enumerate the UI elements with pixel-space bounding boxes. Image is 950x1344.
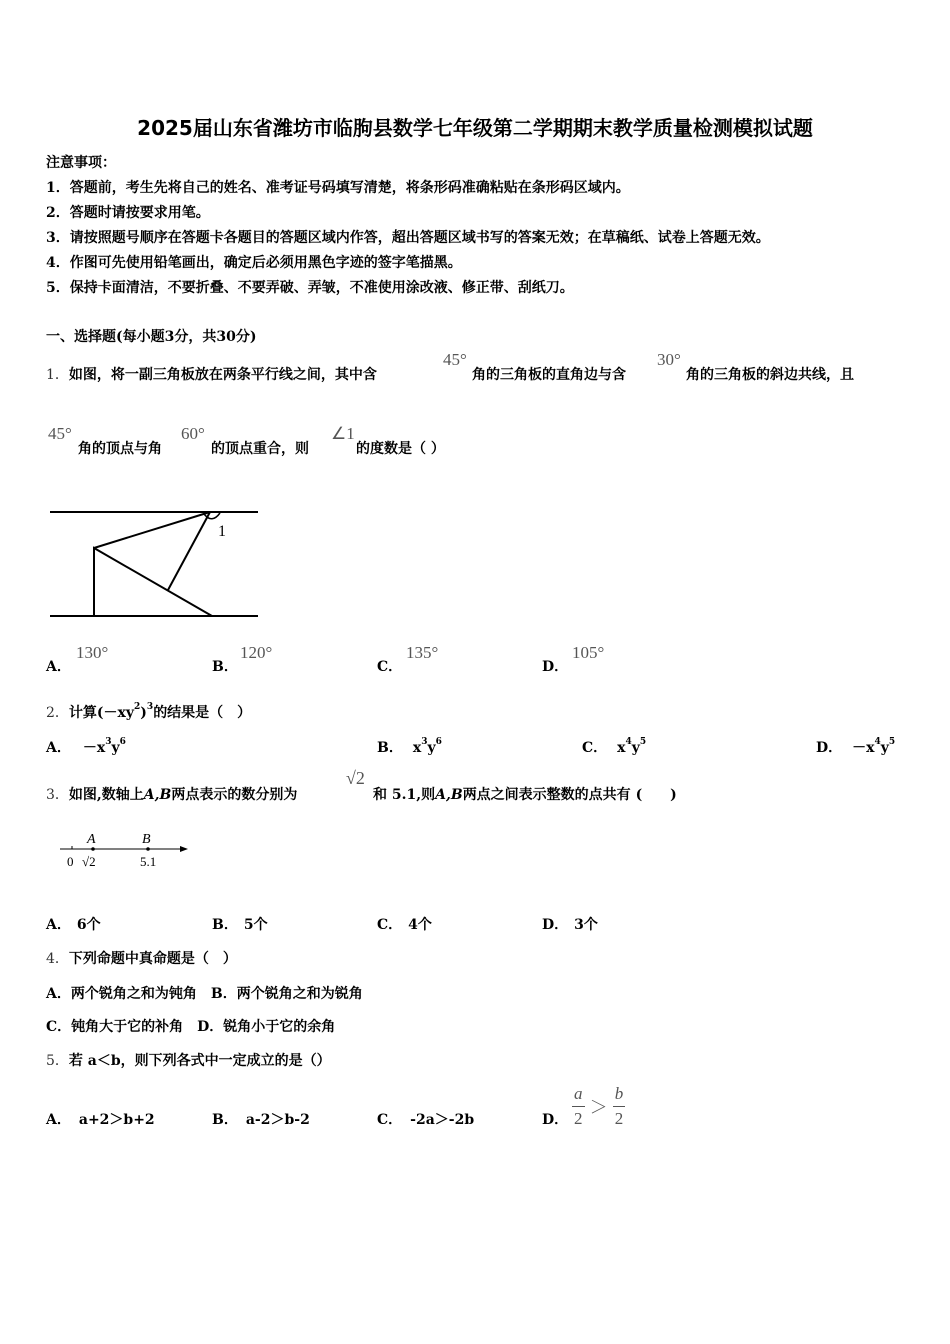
question-text: A,B [143,787,172,803]
math-60deg: 60° [181,424,205,443]
axis-label-b: B [142,832,151,847]
option-text: 3个 [574,917,598,933]
option-sup: 4 [625,737,632,748]
question-text: ) [140,705,147,721]
question-text: 两点表示的数分别为 [171,787,298,803]
axis-zero: 0 [67,854,74,869]
question-text: 下列命题中真命题是（ ） [68,951,237,967]
option-label: B． [212,917,238,933]
question-3 [46,786,297,804]
option-sup: 3 [421,737,428,748]
option-c [582,739,646,757]
section-heading: 一、选择题(每小题3分，共30分) [46,329,257,345]
question-text: 和 [373,787,387,803]
question-text: A,B [435,787,463,803]
option-sup: 6 [435,737,442,748]
question-text: 如图,数轴上 [68,787,144,803]
question-text: 的结果是（ ） [153,705,252,721]
option-text: x [412,740,422,756]
question-text: 角的三角板的斜边共线，且 [686,367,854,383]
option-c [377,916,432,934]
math-45deg: 45° [48,424,72,443]
option-label: C． [377,1112,403,1128]
option-row-1 [46,985,363,1003]
option-d-label: D． [542,1112,569,1128]
figure-angle-label: 1 [218,523,226,540]
question-text: ,则 [416,787,436,803]
option-a-label: A． [46,659,71,675]
notice-heading: 注意事项： [46,155,116,171]
numerator: a [572,1084,585,1107]
question-text: 若 a＜b，则下列各式中一定成立的是（） [68,1053,331,1069]
question-number: 2． [46,705,69,721]
option-c: C．钝角大于它的补角 [46,1019,184,1035]
option-text: －x [852,740,875,756]
math-sqrt-2: √2 [346,768,365,788]
question-text: 计算(－xy [68,705,135,721]
option-b [377,739,442,757]
triangle-figure [46,500,266,624]
question-number: 1． [46,367,69,383]
option-text: a+2＞b+2 [78,1112,155,1128]
option-row-2 [46,1018,335,1036]
math-45deg: 45° [443,350,467,369]
denominator: 2 [614,1109,624,1128]
number-line-figure [56,828,196,874]
option-label: B． [377,740,403,756]
option-c [377,1111,474,1129]
option-text: y [880,740,889,756]
option-b [212,916,268,934]
axis-root-2: √2 [82,854,96,869]
option-label: A． [46,917,71,933]
option-text: y [111,740,120,756]
option-text: 6个 [76,917,101,933]
fraction-b-over-2 [613,1084,626,1129]
option-sup: 5 [639,737,647,748]
notice-item: 1．答题前，考生先将自己的姓名、准考证号码填写清楚，将条形码准确粘贴在条形码区域内。 [46,180,630,196]
notice-item: 3．请按照题号顺序在答题卡各题目的答题区域内作答，超出答题区域书写的答案无效；在草稿纸、试卷上答题无效。 [46,230,770,246]
question-text: 的顶点重合，则 [211,441,309,457]
question-text: 5.1 [391,787,417,803]
option-c-label: C． [377,659,403,675]
option-sup: 3 [105,737,112,748]
question-text: 角的三角板的直角边与含 [472,367,626,383]
option-text: x [617,740,626,756]
option-d-fraction-expression [572,1084,625,1129]
question-sup: 2 [134,702,141,713]
question-number: 5． [46,1053,69,1069]
option-a [46,916,101,934]
option-label: A． [46,740,71,756]
option-text: y [427,740,436,756]
option-label: A． [46,1112,71,1128]
option-sup: 6 [119,737,126,748]
question-sup: 3 [146,702,154,713]
question-text: ( ) [635,787,677,803]
question-1-line-1 [46,366,377,384]
option-text: y [631,740,640,756]
option-b [212,1111,310,1129]
option-text: -2a＞-2b [410,1112,475,1128]
option-a: A．两个锐角之和为钝角 [46,986,197,1002]
question-text: 角的顶点与角 [78,441,162,457]
greater-than-sign: ＞ [589,1097,608,1118]
denominator: 2 [574,1109,583,1128]
axis-label-a: A [87,832,96,847]
option-label: D． [816,740,843,756]
option-d-value: 105° [572,643,605,662]
math-30deg: 30° [657,350,681,369]
option-text: 4个 [408,917,432,933]
option-text: －x [82,740,106,756]
question-text: 如图，将一副三角板放在两条平行线之间，其中含 [68,367,377,383]
question-text: 的度数是（ ） [356,441,445,457]
numerator: b [613,1084,626,1107]
question-number: 4． [46,951,69,967]
option-label: D． [542,917,569,933]
notice-item: 2．答题时请按要求用笔。 [46,205,210,221]
option-label: B． [212,1112,238,1128]
option-sup: 4 [874,737,881,748]
option-d [816,739,895,757]
option-text: 5个 [243,917,268,933]
page-title: 2025届山东省潍坊市临朐县数学七年级第二学期期末教学质量检测模拟试题 [137,116,813,140]
option-a-value: 130° [76,643,109,662]
option-d-label: D． [542,659,569,675]
option-a [46,1111,155,1129]
notice-item: 4．作图可先使用铅笔画出，确定后必须用黑色字迹的签字笔描黑。 [46,255,462,271]
option-text: a-2＞b-2 [245,1112,310,1128]
question-2 [46,704,251,722]
notice-item: 5．保持卡面清洁，不要折叠、不要弄破、弄皱，不准使用涂改液、修正带、刮纸刀。 [46,280,574,296]
option-label: C． [377,917,403,933]
option-d [542,916,598,934]
question-3-rest [373,786,677,804]
fraction-a-over-2 [572,1084,585,1129]
math-angle-1: ∠1 [331,424,355,443]
question-4 [46,950,237,968]
option-b-value: 120° [240,643,273,662]
option-b-label: B． [212,659,238,675]
option-d: D．锐角小于它的余角 [197,1019,336,1035]
axis-five-one: 5.1 [140,854,157,869]
option-a [46,739,126,757]
question-text: 两点之间表示整数的点共有 [462,787,631,803]
question-5 [46,1052,331,1070]
option-sup: 5 [888,737,896,748]
question-number: 3． [46,787,69,803]
option-c-value: 135° [406,643,439,662]
option-label: C． [582,740,608,756]
option-b: B．两个锐角之和为锐角 [210,986,363,1002]
